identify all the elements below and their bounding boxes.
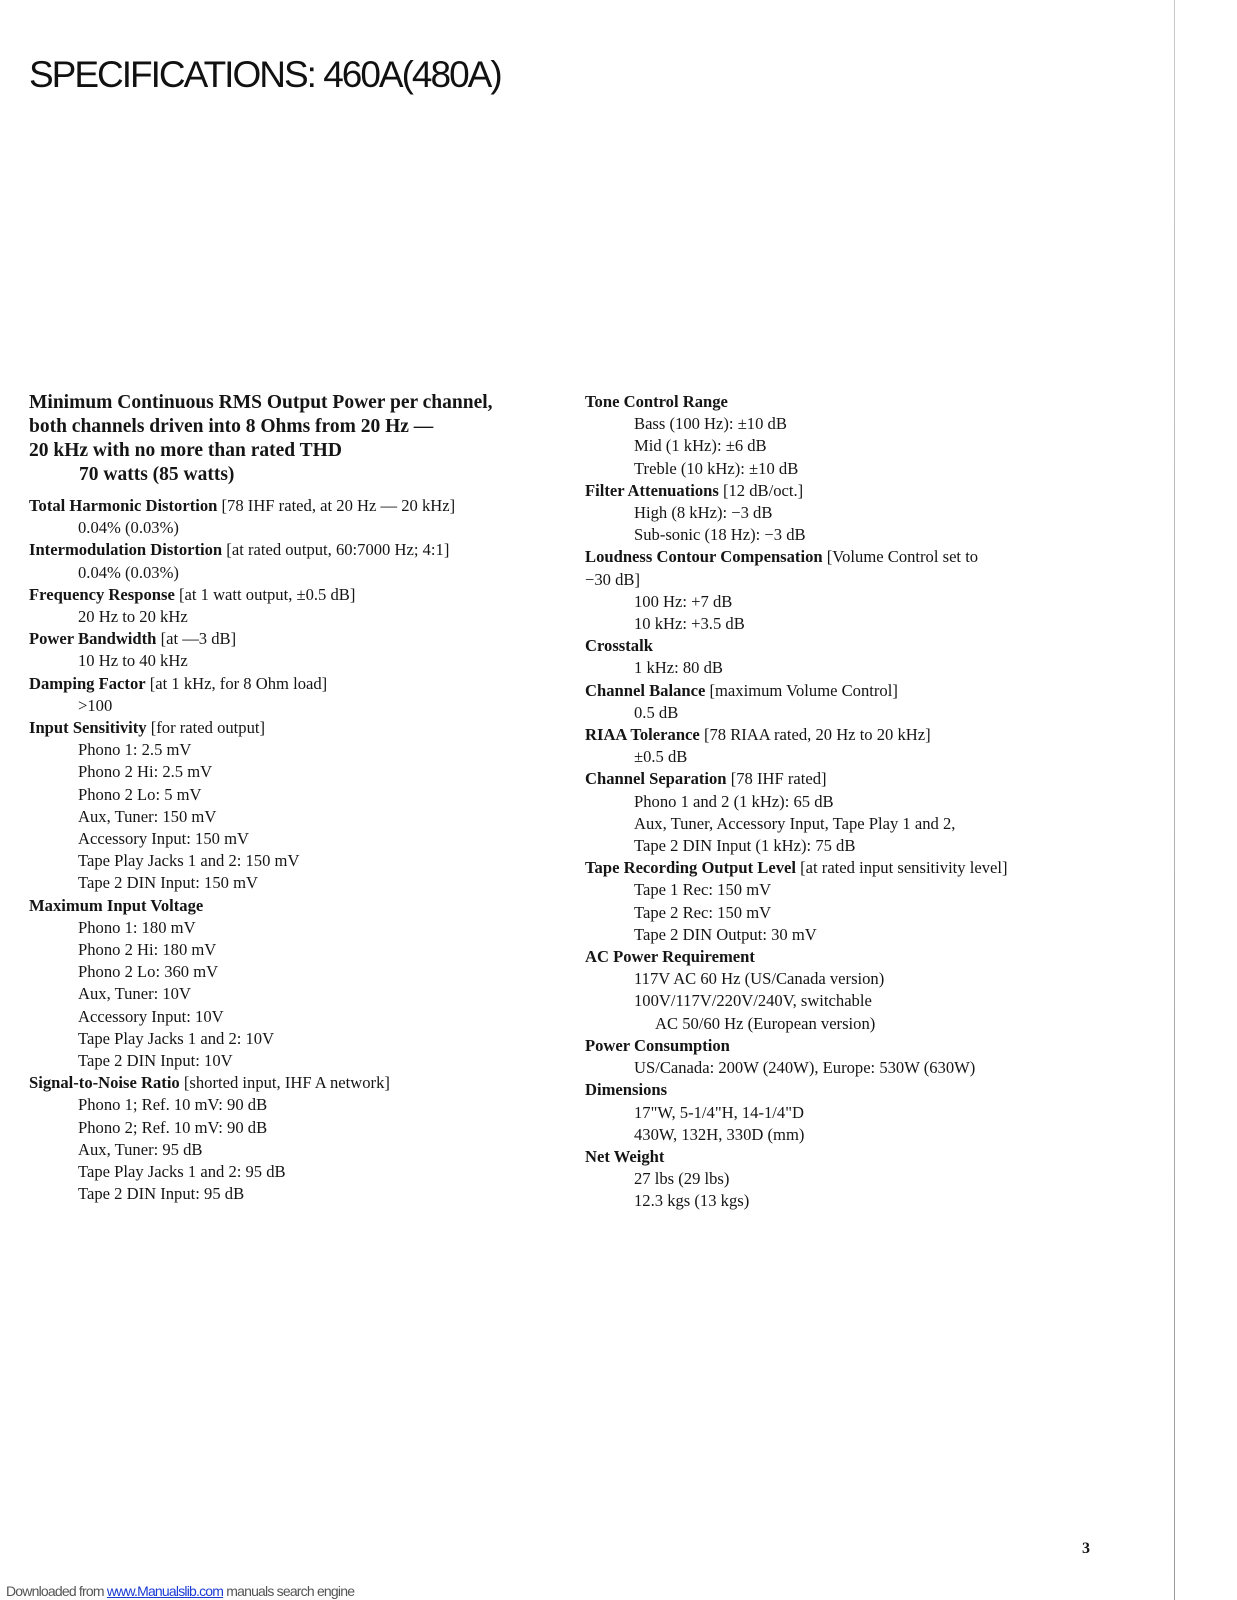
spec-label: Tape Recording Output Level: [585, 858, 796, 878]
spec-filter-attenuations: [585, 480, 1008, 547]
spec-value: 27 lbs (29 lbs): [634, 1169, 730, 1189]
spec-value: Tape Play Jacks 1 and 2: 10V: [78, 1028, 275, 1048]
spec-note: [maximum Volume Control]: [709, 680, 898, 700]
spec-value: Phono 2 Hi: 180 mV: [78, 940, 217, 960]
spec-value: Tape 2 DIN Input: 95 dB: [78, 1184, 245, 1204]
spec-value: Phono 2; Ref. 10 mV: 90 dB: [78, 1117, 268, 1137]
spec-value: 20 Hz to 20 kHz: [78, 607, 188, 627]
spec-label: Tone Control Range: [585, 392, 728, 411]
spec-value: 100V/117V/220V/240V, switchable: [634, 991, 872, 1011]
spec-tone-control: [585, 391, 1008, 480]
spec-power-consumption: [585, 1035, 1008, 1079]
spec-value: Tape 2 Rec: 150 mV: [634, 902, 772, 922]
spec-value: Bass (100 Hz): ±10 dB: [634, 414, 787, 434]
right-column: [585, 391, 1008, 1213]
spec-value: Phono 1 and 2 (1 kHz): 65 dB: [634, 791, 834, 811]
spec-label: Power Consumption: [585, 1035, 730, 1055]
spec-value: 10 kHz: +3.5 dB: [634, 614, 745, 634]
spec-note: [at —3 dB]: [160, 629, 237, 649]
spec-label: Signal-to-Noise Ratio: [29, 1073, 180, 1093]
page-number: 3: [1082, 1540, 1090, 1557]
spec-net-weight: [585, 1146, 1008, 1213]
spec-value: Tape Play Jacks 1 and 2: 150 mV: [78, 851, 300, 871]
spec-value: Phono 2 Lo: 360 mV: [78, 962, 219, 982]
spec-dimensions: [585, 1079, 1008, 1146]
spec-input-sensitivity: [29, 717, 493, 895]
spec-value: Accessory Input: 10V: [78, 1006, 224, 1026]
spec-value: 0.5 dB: [634, 702, 679, 722]
spec-value: Aux, Tuner: 10V: [78, 984, 191, 1004]
spec-label: Crosstalk: [585, 636, 653, 656]
spec-value: Aux, Tuner, Accessory Input, Tape Play 1 and 2,: [634, 813, 956, 833]
power-headline: [29, 391, 493, 487]
spec-note: [Volume Control set to: [826, 547, 979, 567]
spec-ac-power: [585, 946, 1008, 1035]
spec-value: Phono 2 Hi: 2.5 mV: [78, 762, 213, 782]
spec-imd: [29, 539, 493, 583]
spec-note: [at rated output, 60:7000 Hz; 4:1]: [226, 540, 450, 560]
page-edge-line: [1174, 0, 1175, 1600]
spec-power-bandwidth: [29, 628, 493, 672]
spec-riaa-tolerance: [585, 724, 1008, 768]
download-footer: [6, 1583, 354, 1599]
spec-value: Aux, Tuner: 150 mV: [78, 806, 217, 826]
spec-value: 12.3 kgs (13 kgs): [634, 1191, 750, 1211]
spec-label: Damping Factor: [29, 673, 146, 693]
spec-frequency-response: [29, 584, 493, 628]
spec-value: 10 Hz to 40 kHz: [78, 651, 188, 671]
spec-note: [for rated output]: [150, 718, 266, 738]
spec-value: 100 Hz: +7 dB: [634, 591, 733, 611]
spec-value: Tape 1 Rec: 150 mV: [634, 880, 772, 900]
left-column: [29, 391, 493, 1206]
spec-value: 17"W, 5-1/4"H, 14-1/4"D: [634, 1102, 804, 1122]
spec-note: [at 1 watt output, ±0.5 dB]: [178, 584, 356, 604]
spec-label: AC Power Requirement: [585, 947, 755, 967]
spec-value: Tape Play Jacks 1 and 2: 95 dB: [78, 1162, 286, 1182]
spec-label: Total Harmonic Distortion: [29, 496, 218, 515]
spec-value: Tape 2 DIN Output: 30 mV: [634, 924, 817, 944]
spec-label: Dimensions: [585, 1080, 668, 1100]
spec-value: >100: [78, 695, 113, 715]
spec-signal-to-noise: [29, 1072, 493, 1205]
spec-value: 430W, 132H, 330D (mm): [634, 1124, 805, 1144]
spec-note: [12 dB/oct.]: [722, 480, 804, 500]
headline-line: Minimum Continuous RMS Output Power per channel,: [29, 392, 493, 413]
spec-note: [78 IHF rated, at 20 Hz — 20 kHz]: [221, 496, 456, 515]
spec-label: Loudness Contour Compensation: [585, 547, 823, 567]
spec-value: ±0.5 dB: [634, 747, 688, 767]
spec-value: Treble (10 kHz): ±10 dB: [634, 458, 799, 478]
spec-label: Net Weight: [585, 1146, 665, 1166]
spec-value: Accessory Input: 150 mV: [78, 829, 249, 849]
spec-channel-separation: [585, 768, 1008, 857]
spec-value: 0.04% (0.03%): [78, 518, 179, 538]
spec-channel-balance: [585, 680, 1008, 724]
spec-value: AC 50/60 Hz (European version): [655, 1013, 876, 1033]
spec-label: Frequency Response: [29, 584, 175, 604]
spec-note: [78 RIAA rated, 20 Hz to 20 kHz]: [703, 725, 931, 745]
spec-value: Phono 1: 180 mV: [78, 917, 196, 937]
spec-value: Phono 1: 2.5 mV: [78, 740, 192, 760]
spec-value: Phono 1; Ref. 10 mV: 90 dB: [78, 1095, 268, 1115]
spec-value: 117V AC 60 Hz (US/Canada version): [634, 969, 885, 989]
headline-power: 70 watts (85 watts): [79, 464, 235, 485]
spec-value: US/Canada: 200W (240W), Europe: 530W (630W): [634, 1058, 976, 1078]
spec-max-input-voltage: [29, 895, 493, 1073]
spec-value: Tape 2 DIN Input: 10V: [78, 1051, 233, 1071]
spec-value: 1 kHz: 80 dB: [634, 658, 723, 678]
spec-value: Aux, Tuner: 95 dB: [78, 1139, 203, 1159]
spec-value: Tape 2 DIN Input: 150 mV: [78, 873, 258, 893]
manualslib-link[interactable]: www.Manualslib.com: [106, 1583, 224, 1599]
spec-loudness-contour: [585, 546, 1008, 635]
spec-label: Input Sensitivity: [29, 718, 147, 738]
headline-line: 20 kHz with no more than rated THD: [29, 440, 342, 461]
spec-label: Maximum Input Voltage: [29, 895, 204, 915]
spec-label: Channel Balance: [585, 680, 706, 700]
spec-thd: [29, 495, 493, 539]
spec-label: Channel Separation: [585, 769, 727, 789]
spec-value: Tape 2 DIN Input (1 kHz): 75 dB: [634, 836, 856, 856]
spec-note: [at rated input sensitivity level]: [800, 858, 1008, 878]
spec-note: −30 dB]: [585, 569, 640, 589]
spec-value: High (8 kHz): −3 dB: [634, 503, 773, 523]
page-title: SPECIFICATIONS: 460A(480A): [29, 54, 501, 95]
spec-label: Filter Attenuations: [585, 480, 719, 500]
footer-prefix: Downloaded from: [6, 1583, 107, 1599]
spec-label: Intermodulation Distortion: [29, 540, 223, 560]
spec-tape-recording-level: [585, 857, 1008, 946]
spec-crosstalk: [585, 635, 1008, 679]
spec-note: [at 1 kHz, for 8 Ohm load]: [149, 673, 328, 693]
spec-label: Power Bandwidth: [29, 629, 157, 649]
spec-value: Mid (1 kHz): ±6 dB: [634, 436, 767, 456]
spec-note: [78 IHF rated]: [730, 769, 827, 789]
footer-suffix: manuals search engine: [223, 1583, 355, 1599]
spec-damping-factor: [29, 673, 493, 717]
spec-note: [shorted input, IHF A network]: [183, 1073, 390, 1093]
spec-value: Phono 2 Lo: 5 mV: [78, 784, 202, 804]
spec-label: RIAA Tolerance: [585, 725, 700, 745]
spec-value: Sub-sonic (18 Hz): −3 dB: [634, 525, 806, 545]
headline-line: both channels driven into 8 Ohms from 20 Hz —: [29, 416, 434, 437]
spec-value: 0.04% (0.03%): [78, 562, 179, 582]
